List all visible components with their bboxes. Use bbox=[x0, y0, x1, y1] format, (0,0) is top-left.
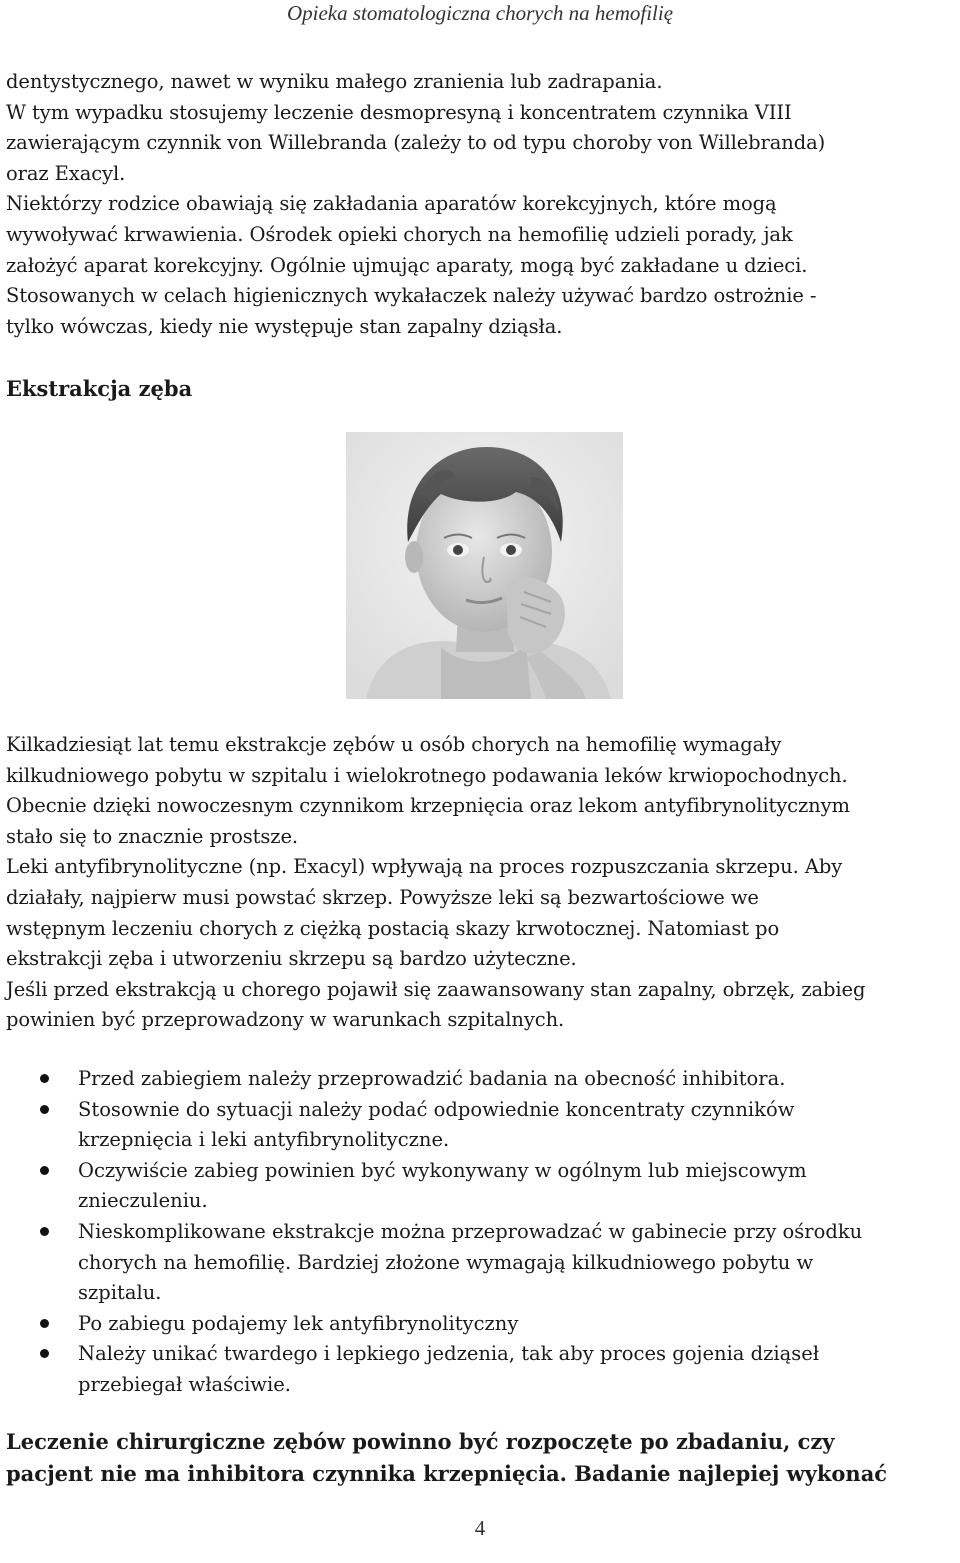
list-item-text: Po zabiegu podajemy lek antyfibrynolityczny bbox=[78, 1311, 519, 1335]
text-line: wywoływać krwawienia. Ośrodek opieki chorych na hemofilię udzieli porady, jak bbox=[6, 222, 793, 246]
list-item-text: Przed zabiegiem należy przeprowadzić badania na obecność inhibitora. bbox=[78, 1067, 786, 1090]
list-item-text: znieczuleniu. bbox=[78, 1189, 208, 1213]
text-line: Jeśli przed ekstrakcją u chorego pojawił się zaawansowany stan zapalny, obrzęk, zabieg bbox=[6, 977, 866, 1001]
text-line: kilkudniowego pobytu w szpitalu i wielokrotnego podawania leków krwiopochodnych. bbox=[6, 763, 848, 787]
text-line: oraz Exacyl. bbox=[6, 161, 126, 185]
text-line: pacjent nie ma inhibitora czynnika krzepnięcia. Badanie najlepiej wykonać bbox=[6, 1461, 888, 1486]
text-line: Leczenie chirurgiczne zębów powinno być rozpoczęte po zbadaniu, czy bbox=[6, 1429, 835, 1454]
bullet-icon bbox=[40, 1227, 49, 1236]
text-line: założyć aparat korekcyjny. Ogólnie ujmując aparaty, mogą być zakładane u dzieci. bbox=[6, 253, 808, 277]
bullet-icon bbox=[40, 1074, 49, 1083]
list-item bbox=[6, 1064, 950, 1095]
document-title: Opieka stomatologiczna chorych na hemofilię bbox=[286, 1, 674, 25]
child-photo-icon bbox=[346, 432, 623, 699]
bullet-icon bbox=[40, 1319, 49, 1328]
text-line: Obecnie dzięki nowoczesnym czynnikom krzepnięcia oraz lekom antyfibrynolitycznym bbox=[6, 794, 850, 818]
list-item bbox=[6, 1095, 950, 1156]
text-line: tylko wówczas, kiedy nie występuje stan zapalny dziąsła. bbox=[6, 314, 563, 338]
list-item-text: Oczywiście zabieg powinien być wykonywany w ogólnym lub miejscowym bbox=[78, 1158, 807, 1182]
text-line: wstępnym leczeniu chorych z ciężką postacią skazy krwotocznej. Natomiast po bbox=[6, 916, 780, 940]
bullet-icon bbox=[40, 1349, 49, 1358]
section-heading: Ekstrakcja zęba bbox=[6, 376, 193, 401]
list-item bbox=[6, 1339, 950, 1400]
text-line: Niektórzy rodzice obawiają się zakładania aparatów korekcyjnych, które mogą bbox=[6, 192, 777, 216]
page-number: 4 bbox=[474, 1516, 486, 1540]
text-line: W tym wypadku stosujemy leczenie desmopresyną i koncentratem czynnika VIII bbox=[6, 100, 792, 124]
page-header bbox=[0, 0, 960, 26]
text-line: Leki antyfibrynolityczne (np. Exacyl) wpływają na proces rozpuszczania skrzepu. Aby bbox=[6, 855, 843, 879]
text-line: ekstrakcji zęba i utworzeniu skrzepu są bardzo użyteczne. bbox=[6, 947, 577, 971]
text-line: dentystycznego, nawet w wyniku małego zranienia lub zadrapania. bbox=[6, 70, 663, 93]
bullet-icon bbox=[40, 1166, 49, 1175]
text-line: zawierającym czynnik von Willebranda (zależy to od typu choroby von Willebranda) bbox=[6, 131, 826, 155]
page-content bbox=[6, 67, 950, 1486]
list-item bbox=[6, 1309, 950, 1340]
text-line: stało się to znacznie prostsze. bbox=[6, 824, 298, 848]
list-item-text: krzepnięcia i leki antyfibrynolityczne. bbox=[78, 1128, 450, 1152]
list-item-text: Nieskomplikowane ekstrakcje można przeprowadzać w gabinecie przy ośrodku bbox=[78, 1219, 863, 1243]
list-item-text: Należy unikać twardego i lepkiego jedzenia, tak aby proces gojenia dziąseł bbox=[78, 1342, 820, 1366]
text-line: powinien być przeprowadzony w warunkach szpitalnych. bbox=[6, 1008, 565, 1032]
list-item-text: chorych na hemofilię. Bardziej złożone wymagają kilkudniowego pobytu w bbox=[78, 1250, 814, 1274]
list-item-text: szpitalu. bbox=[78, 1281, 162, 1305]
list-item-text: Stosownie do sytuacji należy podać odpowiednie koncentraty czynników bbox=[78, 1097, 795, 1121]
bullet-icon bbox=[40, 1105, 49, 1114]
text-line: Kilkadziesiąt lat temu ekstrakcje zębów u osób chorych na hemofilię wymagały bbox=[6, 733, 782, 756]
body-paragraph bbox=[6, 730, 950, 1036]
intro-paragraph bbox=[6, 67, 950, 342]
bullet-list bbox=[6, 1064, 950, 1401]
list-item-text: przebiegał właściwie. bbox=[78, 1372, 291, 1396]
text-line: Stosowanych w celach higienicznych wykałaczek należy używać bardzo ostrożnie - bbox=[6, 284, 817, 308]
closing-paragraph bbox=[6, 1426, 950, 1490]
list-item bbox=[6, 1217, 950, 1309]
list-item bbox=[6, 1156, 950, 1217]
text-line: działały, najpierw musi powstać skrzep. Powyższe leki są bezwartościowe we bbox=[6, 885, 759, 909]
